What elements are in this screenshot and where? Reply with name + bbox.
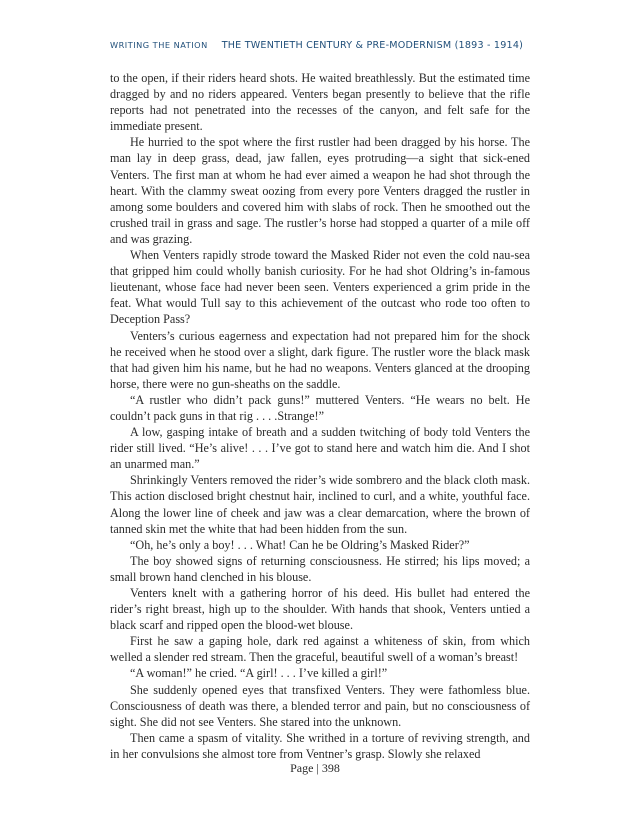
paragraph: She suddenly opened eyes that transfixed Venters. They were fathomless blue. Consciousness of death was there, a blended terror and pain, but no consciousness of sight. She did not see Venters. She stared into the unknown. bbox=[110, 682, 530, 729]
paragraph: “A woman!” he cried. “A girl! . . . I’ve killed a girl!” bbox=[130, 666, 388, 681]
paragraph: The boy showed signs of returning consciousness. He stirred; his lips moved; a small brown hand clenched in his blouse. bbox=[110, 553, 530, 584]
header-section-title: WRITING THE NATION bbox=[110, 40, 208, 50]
paragraph: Venters knelt with a gathering horror of his deed. His bullet had entered the rider’s right breast, high up to the shoulder. With hands that shook, Venters untied a black scarf and ripped open the blood-wet blouse. bbox=[110, 586, 530, 633]
body-text bbox=[110, 70, 530, 762]
paragraph: “Oh, he’s only a boy! . . . What! Can he be Oldring’s Masked Rider?” bbox=[130, 537, 470, 552]
paragraph: When Venters rapidly strode toward the Masked Rider not even the cold nau-sea that gripped him could wholly banish curiosity. For he had shot Oldring’s in-famous lieutenant, whose face had never been seen. Venters experienced a grim pride in the feat. What would Tull say to this achievement of the outcast who rode too often to Deception Pass? bbox=[110, 248, 530, 327]
paragraph: Then came a spasm of vitality. She writhed in a torture of reviving strength, and in her convulsions she almost tore from Ventner’s grasp. Slowly she relaxed bbox=[110, 730, 530, 761]
paragraph: A low, gasping intake of breath and a sudden twitching of body told Venters the rider still lived. “He’s alive! . . . I’ve got to stand here and watch him die. And I shot an unarmed man.” bbox=[110, 425, 530, 472]
running-header bbox=[110, 40, 530, 51]
page-number: Page | 398 bbox=[290, 761, 340, 775]
paragraph: Venters’s curious eagerness and expectation had not prepared him for the shock he received when he stood over a slight, dark figure. The rustler wore the black mask that had given him his name, but he had no weapons. Venters glanced at the drooping horse, there were no gun-sheaths on the saddle. bbox=[110, 328, 530, 391]
paragraph: “A rustler who didn’t pack guns!” muttered Venters. “He wears no belt. He couldn’t pack guns in that rig . . . .Strange!” bbox=[110, 392, 530, 423]
paragraph: First he saw a gaping hole, dark red against a whiteness of skin, from which welled a slender red stream. Then the graceful, beautiful swell of a woman’s breast! bbox=[110, 634, 530, 665]
paragraph: Shrinkingly Venters removed the rider’s wide sombrero and the black cloth mask. This action disclosed bright chestnut hair, inclined to curl, and a white, youthful face. Along the lower line of cheek and jaw was a clear demarcation, where the brown of tanned skin met the white that had been hidden from the sun. bbox=[110, 473, 530, 536]
header-chapter-title: THE TWENTIETH CENTURY & PRE-MODERNISM (1893 - 1914) bbox=[221, 40, 524, 51]
paragraph: He hurried to the spot where the first rustler had been dragged by his horse. The man lay in deep grass, dead, jaw fallen, eyes protruding—a sight that sick-ened Venters. The first man at whom he had ever aimed a weapon he had shot through the heart. With the clammy sweat oozing from every pore Venters dragged the rustler in among some boulders and covered him with slabs of rock. Then he smoothed out the crushed trail in grass and sage. The rustler’s horse had stopped a quarter of a mile off and was grazing. bbox=[110, 135, 530, 246]
paragraph: to the open, if their riders heard shots. He waited breathlessly. But the estimated time dragged by and no riders appeared. Venters began presently to believe that the rifle reports had not penetrated into the recesses of the canyon, and felt safe for the immediate present. bbox=[110, 71, 530, 134]
